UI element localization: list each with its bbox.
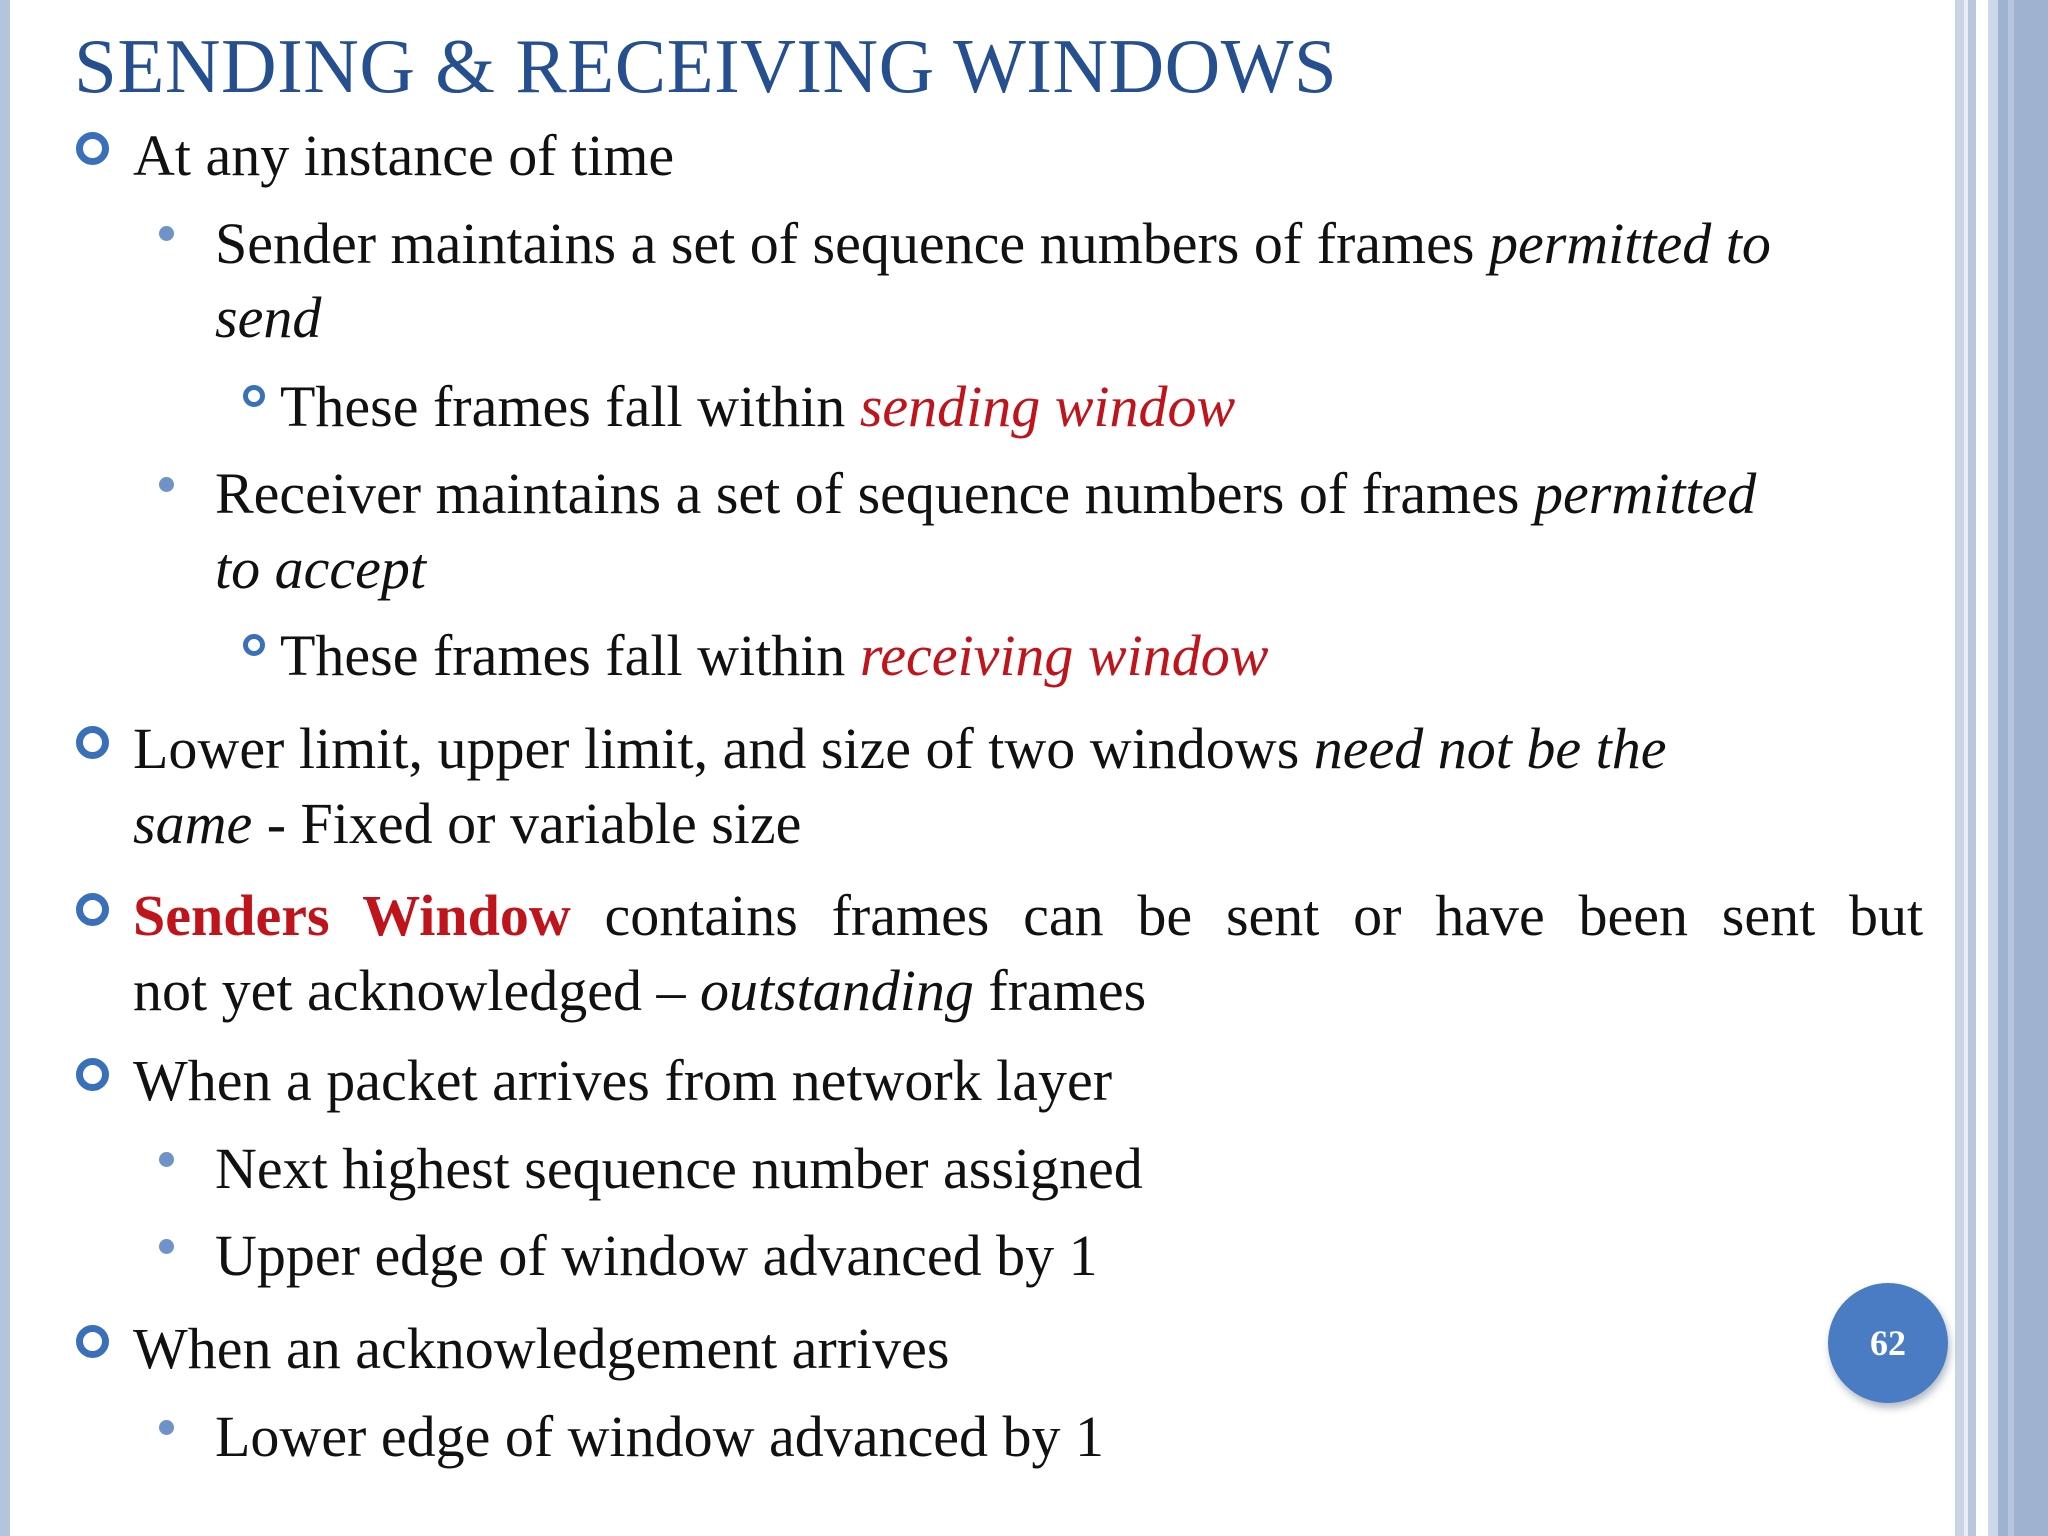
bullet-text: At any instance of time bbox=[133, 123, 675, 188]
ring-bullet-icon bbox=[76, 1058, 109, 1091]
bullet-text: These frames fall within bbox=[280, 623, 860, 688]
right-border-stripe bbox=[2008, 0, 2014, 1536]
sub-bullet-receiver-cont bbox=[215, 531, 426, 606]
bullet-word: been bbox=[1578, 883, 1688, 948]
highlight-text: sending window bbox=[859, 374, 1236, 439]
bullet-text: not yet acknowledged – bbox=[133, 958, 700, 1023]
bullet-text: Upper edge of window advanced by 1 bbox=[215, 1223, 1098, 1288]
bullet-word: or bbox=[1353, 883, 1402, 948]
right-border-stripe bbox=[1955, 0, 1964, 1536]
right-border-stripe bbox=[1998, 0, 2048, 1536]
bullet-text: When an acknowledgement arrives bbox=[133, 1316, 950, 1381]
bullet-text: - Fixed or variable size bbox=[252, 791, 802, 856]
bullet-item-3 bbox=[133, 878, 1923, 953]
bullet-word: can bbox=[1023, 883, 1104, 948]
bullet-text: Next highest sequence number assigned bbox=[215, 1136, 1143, 1201]
ring-bullet-icon bbox=[76, 893, 109, 926]
right-border-stripe bbox=[1988, 0, 1998, 1536]
dot-bullet-icon bbox=[159, 477, 174, 492]
bullet-word: sent bbox=[1225, 883, 1320, 948]
bullet-italic-text: outstanding bbox=[699, 958, 974, 1023]
dot-bullet-icon bbox=[159, 1239, 174, 1254]
page-number-badge: 62 bbox=[1828, 1283, 1948, 1403]
bullet-word: contains bbox=[604, 883, 798, 948]
highlight-text: receiving window bbox=[859, 623, 1269, 688]
bullet-italic-text: same bbox=[133, 791, 253, 856]
bullet-item-5 bbox=[133, 1311, 949, 1386]
dot-bullet-icon bbox=[159, 226, 174, 241]
bullet-item-1 bbox=[133, 118, 674, 193]
bullet-italic-text: send bbox=[215, 285, 322, 350]
left-border-stripe bbox=[0, 0, 10, 1536]
sub-bullet-receiver bbox=[215, 456, 1756, 531]
bullet-italic-text: permitted to bbox=[1488, 211, 1771, 276]
bullet-word: sent bbox=[1721, 883, 1816, 948]
ring-bullet-icon bbox=[76, 1325, 109, 1358]
bullet-word: be bbox=[1137, 883, 1193, 948]
bullet-text: Lower edge of window advanced by 1 bbox=[215, 1404, 1105, 1469]
bullet-text: Receiver maintains a set of sequence numbers of frames bbox=[215, 461, 1534, 526]
ring-bullet-icon bbox=[76, 726, 109, 759]
ring-bullet-icon bbox=[76, 132, 109, 165]
sub-bullet-sender-cont bbox=[215, 280, 321, 355]
right-border-stripe bbox=[1976, 0, 1988, 1536]
bullet-text: Sender maintains a set of sequence numbers of frames bbox=[215, 211, 1489, 276]
bullet-word: frames bbox=[831, 883, 990, 948]
sub-bullet-next-highest bbox=[215, 1131, 1143, 1206]
sub-bullet-lower-edge bbox=[215, 1399, 1104, 1474]
sub-bullet-sender bbox=[215, 206, 1771, 281]
subsub-bullet-sending-window bbox=[280, 369, 1235, 444]
bullet-text: When a packet arrives from network layer bbox=[133, 1048, 1113, 1113]
right-border-stripe bbox=[1968, 0, 1976, 1536]
slide-title: SENDING & RECEIVING WINDOWS bbox=[74, 23, 1338, 109]
ring-bullet-icon bbox=[243, 634, 265, 656]
dot-bullet-icon bbox=[159, 1420, 174, 1435]
bullet-text: These frames fall within bbox=[280, 374, 860, 439]
bullet-word: but bbox=[1848, 883, 1924, 948]
bullet-item-4 bbox=[133, 1043, 1112, 1118]
bullet-item-3-cont bbox=[133, 953, 1146, 1028]
senders-window-term: Senders Window bbox=[133, 883, 571, 948]
bullet-italic-text: to accept bbox=[215, 536, 426, 601]
bullet-text: frames bbox=[973, 958, 1147, 1023]
dot-bullet-icon bbox=[159, 1152, 174, 1167]
bullet-item-2-cont bbox=[133, 786, 801, 861]
bullet-word: have bbox=[1435, 883, 1545, 948]
ring-bullet-icon bbox=[243, 385, 265, 407]
sub-bullet-upper-edge bbox=[215, 1218, 1098, 1293]
bullet-item-2 bbox=[133, 711, 1666, 786]
bullet-italic-text: permitted bbox=[1534, 461, 1757, 526]
bullet-text: Lower limit, upper limit, and size of two windows bbox=[133, 716, 1314, 781]
subsub-bullet-receiving-window bbox=[280, 618, 1268, 693]
bullet-italic-text: need not be the bbox=[1313, 716, 1667, 781]
